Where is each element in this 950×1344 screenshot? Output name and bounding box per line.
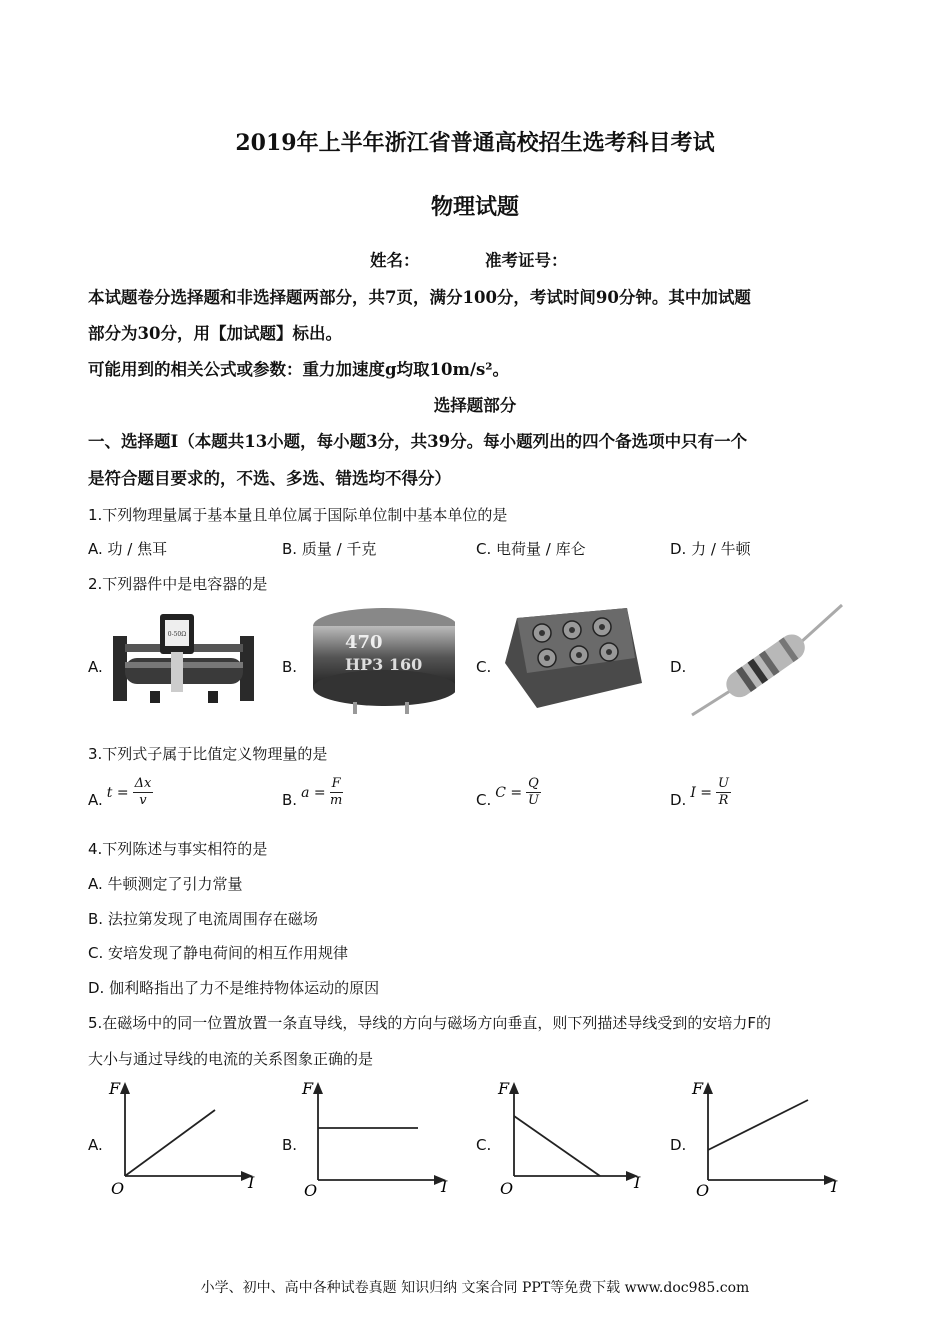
- exam-title: 2019年上半年浙江省普通高校招生选考科目考试: [235, 130, 715, 156]
- q5-label-c: C.: [476, 1136, 492, 1154]
- resistance-box-image: [497, 603, 647, 715]
- q1-option-b: B. 质量 / 千克: [282, 540, 377, 558]
- q3-formula-b-lhs: a =: [301, 784, 326, 801]
- q3-option-c: [476, 776, 541, 809]
- q4-option-a: A. 牛顿测定了引力常量: [88, 875, 243, 893]
- q2-label-c: C.: [476, 658, 492, 676]
- q1-option-c: C. 电荷量 / 库仑: [476, 540, 586, 558]
- q5-graph-c-x-label: I: [634, 1173, 641, 1192]
- part1-instructions-2: 是符合题目要求的，不选、多选、错选均不得分）: [88, 469, 451, 488]
- q5-graph-b-origin: O: [304, 1181, 318, 1198]
- part1-instructions-1: 一、选择题I（本题共13小题，每小题3分，共39分。每小题列出的四个备选项中只有一个: [88, 432, 748, 451]
- q3-formula-c-lhs: C =: [495, 784, 523, 801]
- q3-formula-c-num: Q: [528, 776, 539, 791]
- q3-formula-c-den: U: [528, 793, 539, 808]
- q5-graph-d-origin: O: [696, 1181, 710, 1198]
- q5-graph-a-y-label: F: [109, 1079, 121, 1098]
- name-label: 姓名：: [370, 251, 420, 270]
- q5-stem-line-1: 5.在磁场中的同一位置放置一条直导线，导线的方向与磁场方向垂直，则下列描述导线受到的安培力F的: [88, 1014, 771, 1032]
- q3-formula-a-lhs: t =: [106, 784, 129, 801]
- q5-graph-c: [494, 1076, 654, 1198]
- q5-stem-line-2: 大小与通过导线的电流的关系图象正确的是: [88, 1050, 374, 1068]
- q5-label-a: A.: [88, 1136, 103, 1154]
- capacitor-text-2: HP3 160: [345, 655, 423, 674]
- q3-option-a: [88, 776, 153, 809]
- q5-graph-b: [298, 1076, 458, 1198]
- q5-graph-d: [690, 1076, 850, 1198]
- q5-graph-b-y-label: F: [302, 1079, 314, 1098]
- rheostat-image: [105, 606, 260, 711]
- subject-title: 物理试题: [430, 194, 519, 220]
- rheostat-label: 0-50Ω: [167, 631, 187, 638]
- q3-formula-d-lhs: I =: [690, 784, 713, 801]
- capacitor-image: [305, 606, 455, 716]
- q5-graph-d-x-label: I: [831, 1177, 838, 1196]
- intro-line-2: 部分为30分，用【加试题】标出。: [88, 324, 342, 343]
- q3-label-b: B.: [282, 790, 298, 809]
- q3-formula-a-fraction: [133, 776, 154, 809]
- q5-graph-a: [105, 1076, 265, 1198]
- q3-formula-d-den: R: [718, 793, 729, 808]
- id-label: 准考证号：: [485, 251, 568, 270]
- section-heading: 选择题部分: [433, 396, 517, 415]
- q3-formula-b-num: F: [331, 776, 341, 791]
- q3-formula-b-fraction: [330, 776, 343, 809]
- q5-graph-c-y-label: F: [498, 1079, 510, 1098]
- q1-option-a: A. 功 / 焦耳: [88, 540, 168, 558]
- q3-label-d: D.: [670, 790, 687, 809]
- intro-line-1: 本试题卷分选择题和非选择题两部分，共7页，满分100分，考试时间90分钟。其中加试题: [88, 288, 751, 307]
- q4-option-d: D. 伽利略指出了力不是维持物体运动的原因: [88, 979, 380, 997]
- q4-option-b: B. 法拉第发现了电流周围存在磁场: [88, 910, 318, 928]
- q5-graph-b-x-label: I: [441, 1177, 448, 1196]
- q5-label-d: D.: [670, 1136, 687, 1154]
- q3-label-a: A.: [88, 790, 103, 809]
- footer-text: 小学、初中、高中各种试卷真题 知识归纳 文案合同 PPT等免费下载 www.doc985.com: [200, 1280, 750, 1296]
- q3-formula-d-num: U: [718, 776, 730, 791]
- capacitor-text-1: 470: [345, 632, 383, 653]
- q5-graph-a-x-label: I: [248, 1173, 255, 1192]
- q3-label-c: C.: [476, 790, 492, 809]
- q1-stem: 1.下列物理量属于基本量且单位属于国际单位制中基本单位的是: [88, 506, 508, 524]
- q3-option-d: [670, 776, 731, 809]
- q5-graph-c-origin: O: [500, 1179, 514, 1198]
- q5-graph-d-y-label: F: [692, 1079, 704, 1098]
- q2-stem: 2.下列器件中是电容器的是: [88, 575, 268, 593]
- q1-option-d: D. 力 / 牛顿: [670, 540, 751, 558]
- q5-graph-a-origin: O: [111, 1179, 125, 1198]
- q4-stem: 4.下列陈述与事实相符的是: [88, 840, 268, 858]
- q3-formula-b-den: m: [329, 793, 343, 808]
- q2-label-d: D.: [670, 658, 687, 676]
- q3-formula-c-fraction: [526, 776, 541, 809]
- q3-formula-a-den: v: [139, 793, 147, 808]
- q2-label-a: A.: [88, 658, 103, 676]
- q3-option-b: [282, 776, 343, 809]
- q3-formula-d-fraction: [716, 776, 731, 809]
- q4-option-c: C. 安培发现了静电荷间的相互作用规律: [88, 944, 349, 962]
- intro-line-3: 可能用到的相关公式或参数：重力加速度g均取10m/s²。: [88, 360, 509, 379]
- resistor-image: [690, 603, 845, 718]
- q3-stem: 3.下列式子属于比值定义物理量的是: [88, 745, 328, 763]
- q3-formula-a-num: Δx: [134, 776, 152, 791]
- q5-label-b: B.: [282, 1136, 298, 1154]
- q2-label-b: B.: [282, 658, 298, 676]
